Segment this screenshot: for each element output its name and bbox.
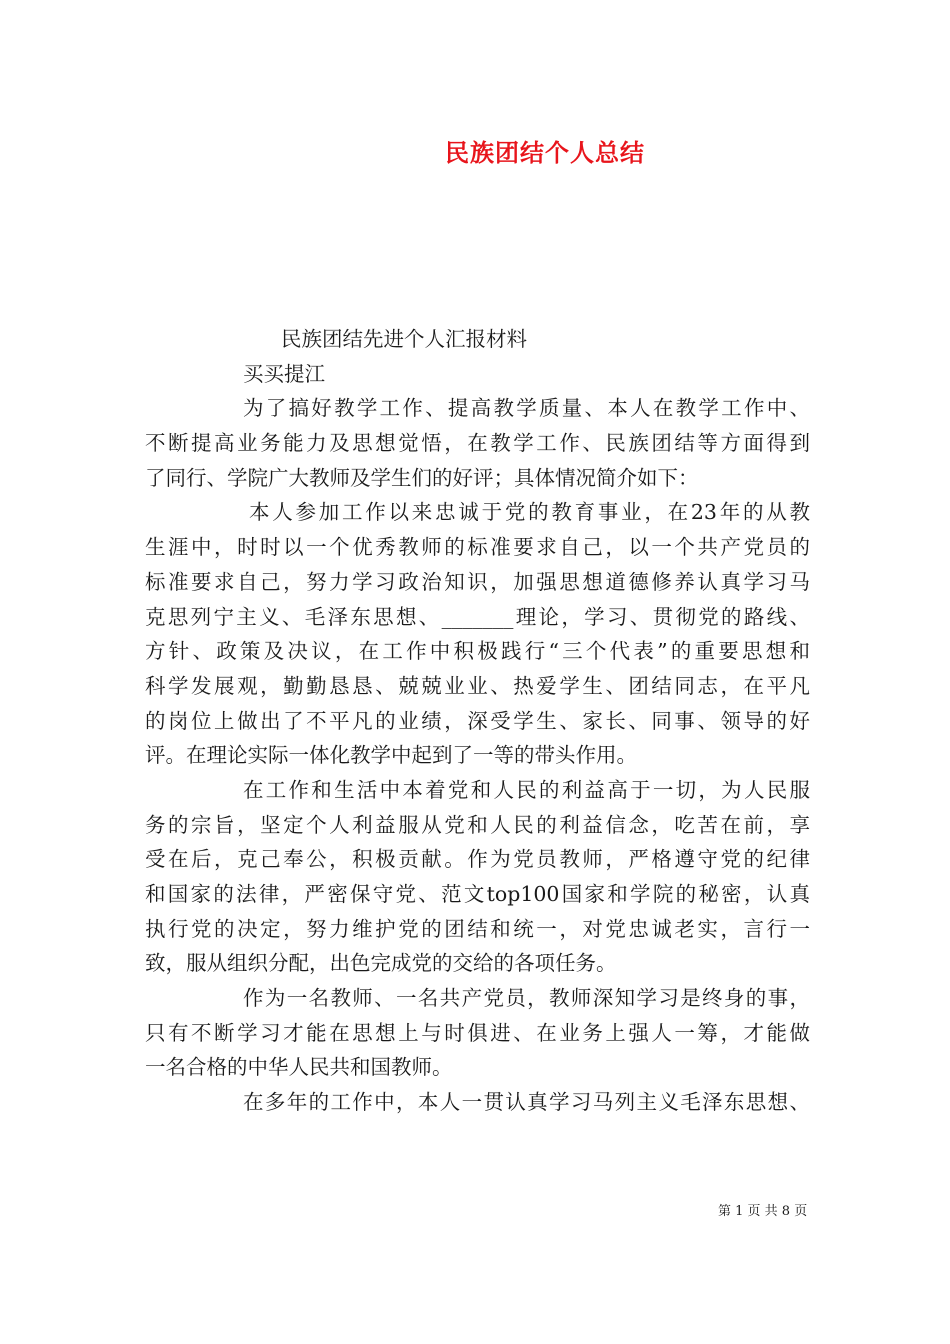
text-line: 一名合格的中华人民共和国教师。 <box>145 1055 453 1080</box>
text-line: 在工作和生活中本着党和人民的利益高于一切，为人民服 <box>243 777 810 802</box>
text-line: 评。在理论实际一体化教学中起到了一等的带头作用。 <box>145 743 637 768</box>
text-line: 执行党的决定，努力维护党的团结和统一，对党忠诚老实，言行一 <box>145 916 810 941</box>
text-line: 本人参加工作以来忠诚于党的教育事业，在23年的从教 <box>249 500 810 525</box>
text-line: 为了搞好教学工作、提高教学质量、本人在教学工作中、 <box>243 396 810 421</box>
text-line: 科学发展观，勤勤恳恳、兢兢业业、热爱学生、团结同志，在平凡 <box>145 673 810 698</box>
text-line: 的岗位上做出了不平凡的业绩，深受学生、家长、同事、领导的好 <box>145 708 810 733</box>
text-line: 民族团结先进个人汇报材料 <box>281 327 527 351</box>
text-line: 务的宗旨，坚定个人利益服从党和人民的利益信念，吃苦在前，享 <box>145 812 810 837</box>
page-number-footer: 第 1 页 共 8 页 <box>718 1204 808 1219</box>
text-line: 方针、政策及决议，在工作中积极践行“三个代表”的重要思想和 <box>145 639 810 664</box>
text-line: 和国家的法律，严密保守党、范文top100国家和学院的秘密，认真 <box>145 882 810 906</box>
text-line: 克思列宁主义、毛泽东思想、_______理论，学习、贯彻党的路线、 <box>145 604 810 629</box>
text-line: 作为一名教师、一名共产党员，教师深知学习是终身的事， <box>243 986 810 1011</box>
text-line: 致，服从组织分配，出色完成党的交给的各项任务。 <box>145 951 617 976</box>
text-line: 在多年的工作中，本人一贯认真学习马列主义毛泽东思想、 <box>243 1090 810 1115</box>
text-line: 生涯中，时时以一个优秀教师的标准要求自己，以一个共产党员的 <box>145 535 810 560</box>
text-line: 了同行、学院广大教师及学生们的好评；具体情况简介如下： <box>145 465 699 490</box>
page-title: 民族团结个人总结 <box>445 138 645 167</box>
text-line: 不断提高业务能力及思想觉悟，在教学工作、民族团结等方面得到 <box>145 431 810 456</box>
text-line: 买买提江 <box>243 361 325 386</box>
document-body <box>145 322 810 1120</box>
text-line: 只有不断学习才能在思想上与时俱进、在业务上强人一筹，才能做 <box>145 1020 810 1045</box>
text-line: 标准要求自己，努力学习政治知识，加强思想道德修养认真学习马 <box>145 569 810 594</box>
text-line: 受在后，克己奉公，积极贡献。作为党员教师，严格遵守党的纪律 <box>145 847 810 872</box>
